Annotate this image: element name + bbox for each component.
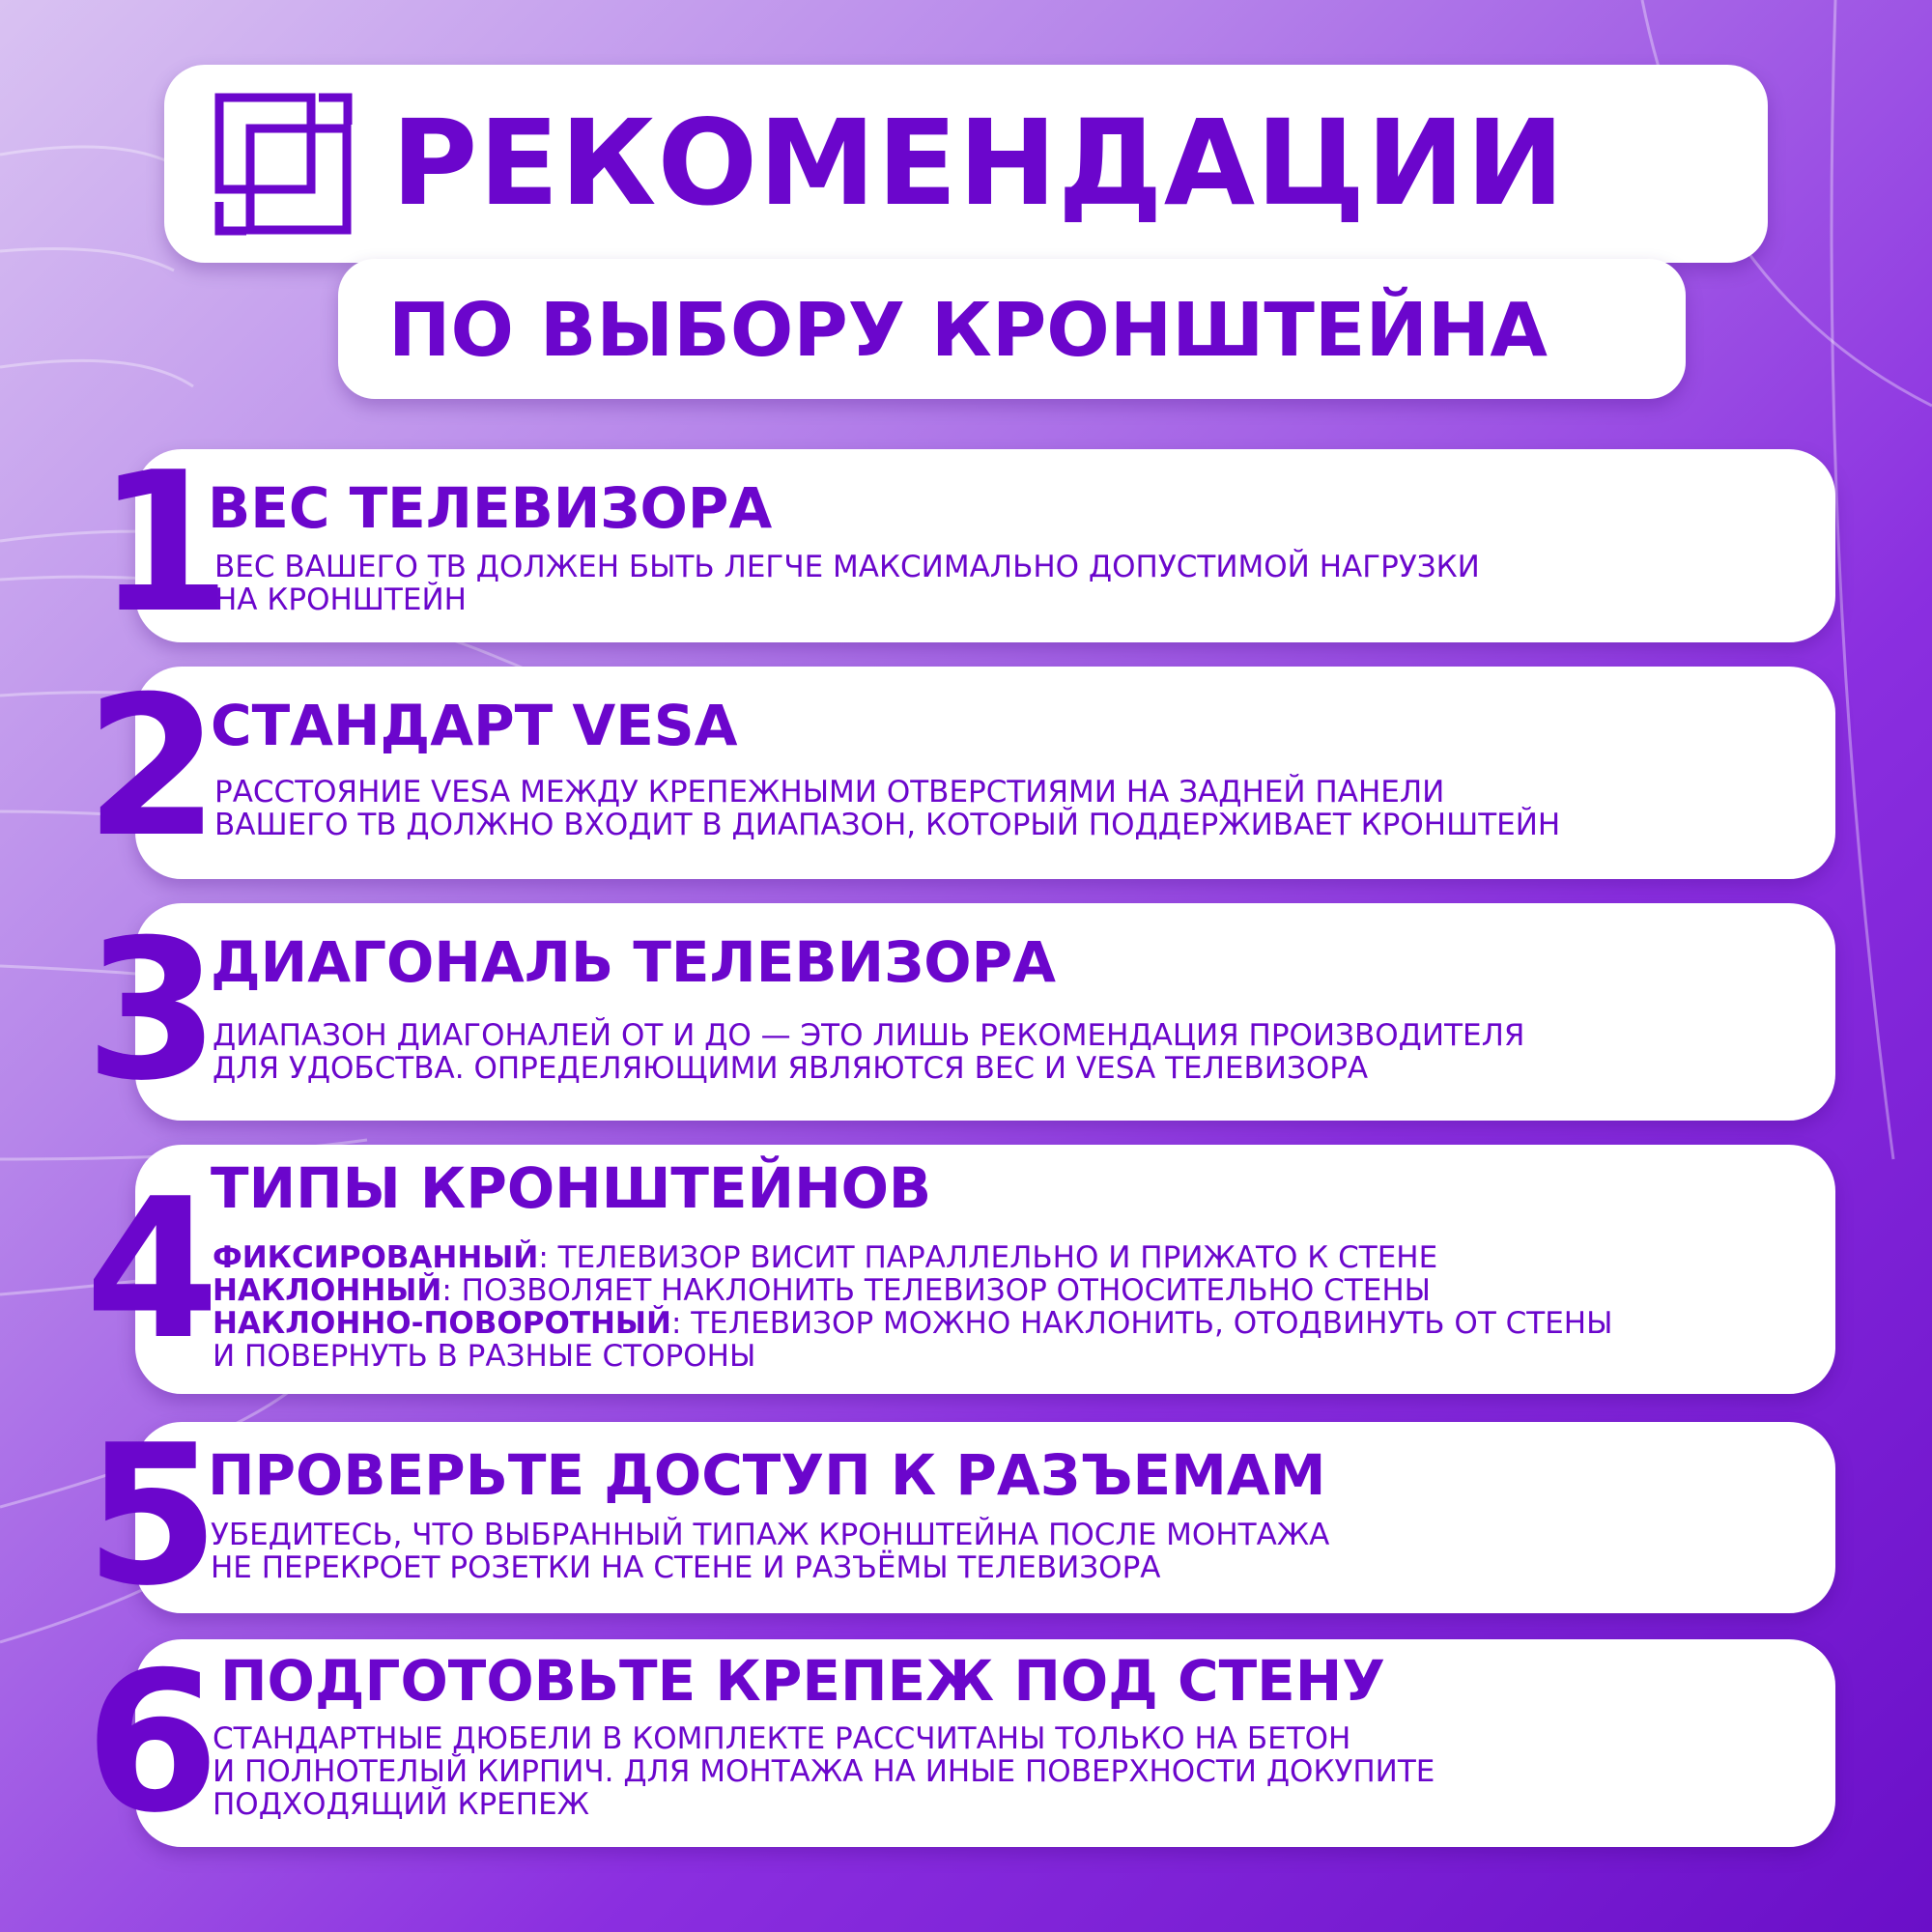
type-text: : ПОЗВОЛЯЕТ НАКЛОНИТЬ ТЕЛЕВИЗОР ОТНОСИТЕЛЬНО СТЕНЫ — [441, 1273, 1431, 1308]
item-description — [213, 1019, 1524, 1085]
description-line — [213, 1274, 1612, 1307]
type-name: ФИКСИРОВАННЫЙ — [213, 1240, 539, 1275]
item-number: 4 — [85, 1157, 220, 1382]
recommendation-card-2 — [85, 655, 1835, 880]
description-line: ПОДХОДЯЩИЙ КРЕПЕЖ — [213, 1787, 590, 1822]
overlapping-squares-icon — [208, 86, 357, 241]
item-number: 5 — [85, 1404, 220, 1629]
description-line — [213, 1241, 1612, 1274]
page-subtitle: ПО ВЫБОРУ КРОНШТЕЙНА — [388, 288, 1548, 374]
type-text: : ТЕЛЕВИЗОР МОЖНО НАКЛОНИТЬ, ОТОДВИНУТЬ ОТ СТЕНЫ — [671, 1306, 1613, 1341]
description-line: ВАШЕГО ТВ ДОЛЖНО ВХОДИТ В ДИАПАЗОН, КОТОРЫЙ ПОДДЕРЖИВАЕТ КРОНШТЕЙН — [214, 808, 1561, 842]
recommendation-card-6 — [85, 1631, 1835, 1856]
description-line: ДИАПАЗОН ДИАГОНАЛЕЙ ОТ И ДО — ЭТО ЛИШЬ РЕКОМЕНДАЦИЯ ПРОИЗВОДИТЕЛЯ — [213, 1018, 1525, 1053]
recommendation-card-4 — [85, 1145, 1835, 1394]
type-name: НАКЛОННО-ПОВОРОТНЫЙ — [213, 1306, 671, 1341]
item-description — [211, 1519, 1329, 1584]
recommendation-card-1 — [97, 431, 1835, 656]
description-line: СТАНДАРТНЫЕ ДЮБЕЛИ В КОМПЛЕКТЕ РАССЧИТАНЫ ТОЛЬКО НА БЕТОН — [213, 1721, 1351, 1756]
item-title: ПОДГОТОВЬТЕ КРЕПЕЖ ПОД СТЕНУ — [220, 1648, 1386, 1714]
description-line: УБЕДИТЕСЬ, ЧТО ВЫБРАННЫЙ ТИПАЖ КРОНШТЕЙНА ПОСЛЕ МОНТАЖА — [211, 1518, 1330, 1552]
item-number: 6 — [85, 1631, 220, 1856]
item-description — [213, 1722, 1435, 1821]
description-line: ДЛЯ УДОБСТВА. ОПРЕДЕЛЯЮЩИМИ ЯВЛЯЮТСЯ ВЕС И VESA ТЕЛЕВИЗОРА — [213, 1051, 1369, 1086]
item-number: 1 — [97, 431, 232, 656]
page-title: РЕКОМЕНДАЦИИ — [391, 95, 1566, 232]
subtitle-card — [338, 259, 1686, 399]
description-line: РАССТОЯНИЕ VESA МЕЖДУ КРЕПЕЖНЫМИ ОТВЕРСТИЯМИ НА ЗАДНЕЙ ПАНЕЛИ — [214, 775, 1445, 810]
title-card — [164, 65, 1768, 263]
item-title: ВЕС ТЕЛЕВИЗОРА — [208, 475, 773, 541]
item-description — [214, 776, 1560, 841]
description-line — [213, 1307, 1612, 1340]
item-number: 2 — [85, 655, 220, 880]
item-title: ПРОВЕРЬТЕ ДОСТУП К РАЗЪЕМАМ — [208, 1442, 1326, 1508]
description-line: НЕ ПЕРЕКРОЕТ РОЗЕТКИ НА СТЕНЕ И РАЗЪЁМЫ ТЕЛЕВИЗОРА — [211, 1550, 1161, 1585]
item-description — [213, 1241, 1612, 1373]
description-line: И ПОЛНОТЕЛЫЙ КИРПИЧ. ДЛЯ МОНТАЖА НА ИНЫЕ ПОВЕРХНОСТИ ДОКУПИТЕ — [213, 1754, 1435, 1789]
item-title: ДИАГОНАЛЬ ТЕЛЕВИЗОРА — [211, 929, 1056, 995]
item-title: ТИПЫ КРОНШТЕЙНОВ — [211, 1155, 932, 1221]
recommendation-card-5 — [85, 1404, 1835, 1629]
description-line: И ПОВЕРНУТЬ В РАЗНЫЕ СТОРОНЫ — [213, 1339, 756, 1374]
item-number: 3 — [85, 898, 220, 1123]
type-name: НАКЛОННЫЙ — [213, 1273, 442, 1308]
recommendation-card-3 — [85, 898, 1835, 1123]
item-title: СТАНДАРТ VESA — [211, 693, 738, 758]
description-line: ВЕС ВАШЕГО ТВ ДОЛЖЕН БЫТЬ ЛЕГЧЕ МАКСИМАЛЬНО ДОПУСТИМОЙ НАГРУЗКИ — [214, 550, 1480, 584]
description-line: НА КРОНШТЕЙН — [214, 582, 467, 617]
type-text: : ТЕЛЕВИЗОР ВИСИТ ПАРАЛЛЕЛЬНО И ПРИЖАТО К СТЕНЕ — [538, 1240, 1438, 1275]
item-description — [214, 551, 1480, 616]
